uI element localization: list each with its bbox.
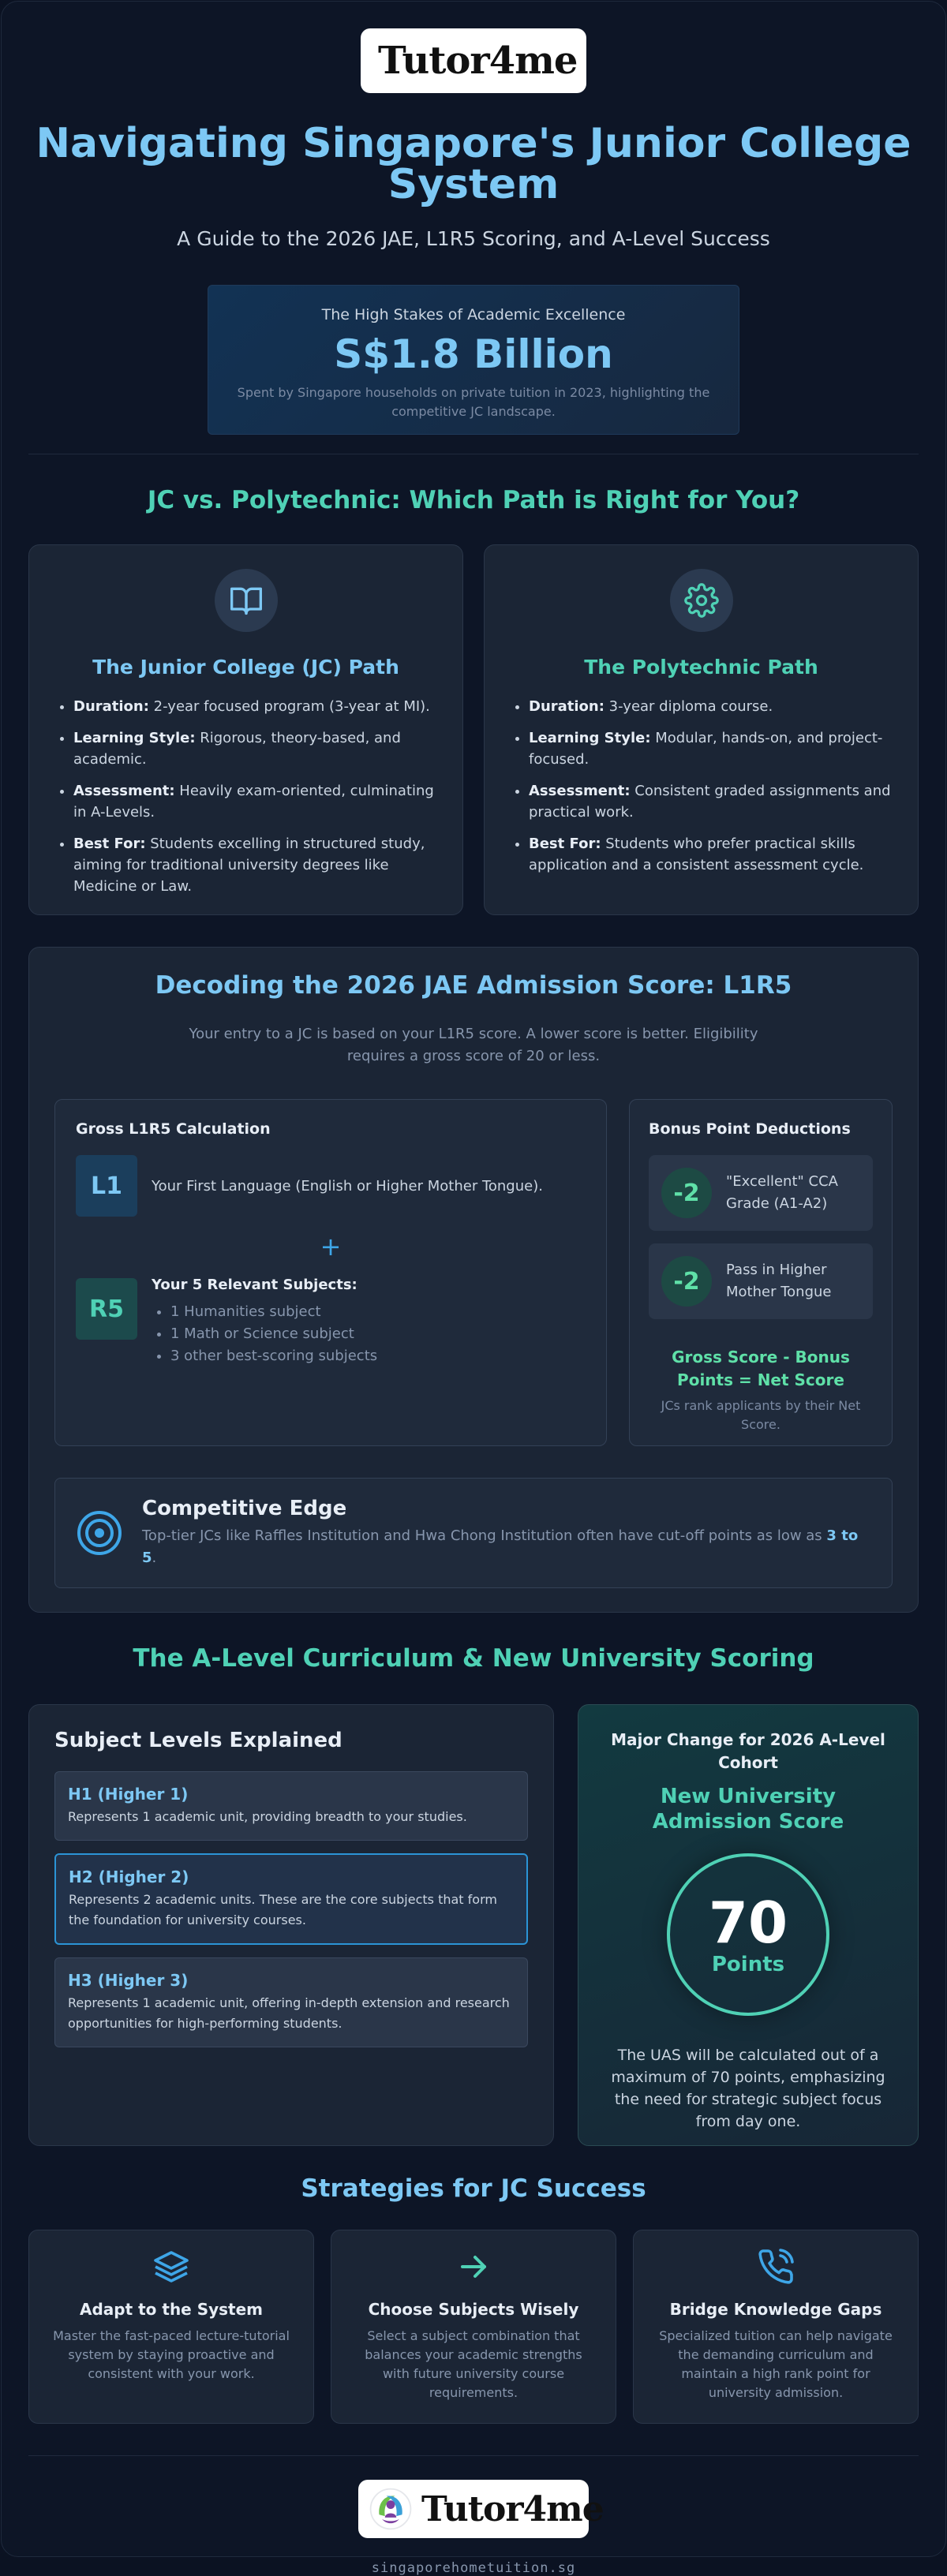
infographic-page	[1, 1, 946, 2576]
strategy-title: Choose Subjects Wisely	[368, 2300, 579, 2319]
gross-heading: Gross L1R5 Calculation	[76, 1120, 271, 1138]
page-title: Navigating Singapore's Junior College System	[36, 120, 911, 208]
r5-details	[152, 1277, 377, 1367]
edge-text: Top-tier JCs like Raffles Institution and Hwa Chong Institution often have cut-off points as low as 3 to 5.	[142, 1527, 859, 1566]
r5-title: Your 5 Relevant Subjects:	[152, 1277, 357, 1293]
r5-badge: R5	[76, 1278, 137, 1340]
level-text: Represents 1 academic unit, providing breadth to your studies.	[68, 1809, 467, 1824]
strategy-text: Select a subject combination that balances your academic strengths with future university course requirements.	[365, 2328, 582, 2400]
page-subtitle: A Guide to the 2026 JAE, L1R5 Scoring, and A-Level Success	[177, 227, 770, 250]
uas-number: 70	[708, 1890, 788, 1956]
list-item: • Duration: 2-year focused program (3-year at MI).	[73, 696, 437, 717]
stat-value: S$1.8 Billion	[334, 331, 613, 377]
list-item: • Learning Style: Rigorous, theory-based, and academic.	[73, 727, 437, 770]
gear-icon	[670, 569, 733, 632]
footer-brand-logo[interactable]	[358, 2480, 604, 2538]
calc-row	[54, 1099, 893, 1446]
gross-calculation-card	[54, 1099, 607, 1446]
strategy-text: Specialized tuition can help navigate the demanding curriculum and maintain a high rank point for university admission.	[659, 2328, 893, 2400]
level-title: H2 (Higher 2)	[69, 1868, 189, 1886]
list-item: • Duration: 3-year diploma course.	[529, 696, 893, 717]
tuition-stat-card	[208, 285, 739, 435]
uas-kicker: Major Change for 2026 A-Level Cohort	[611, 1730, 885, 1772]
competitive-edge-card	[54, 1478, 893, 1588]
deduction-item	[649, 1155, 873, 1231]
stat-note: Spent by Singapore households on private tuition in 2023, highlighting the competitive JC landscape.	[237, 385, 710, 419]
brand-wordmark: Tutor4me	[378, 39, 578, 83]
strategies-row	[28, 2230, 919, 2424]
jae-heading: Decoding the 2026 JAE Admission Score: L1R5	[155, 971, 792, 1000]
edge-title: Competitive Edge	[142, 1497, 347, 1520]
level-text: Represents 2 academic units. These are the core subjects that form the foundation for university courses.	[69, 1892, 497, 1927]
uas-text: The UAS will be calculated out of a maximum of 70 points, emphasizing the need for strategic subject focus from day one.	[611, 2047, 885, 2130]
uas-score-ring	[667, 1853, 829, 2016]
target-icon	[76, 1509, 123, 1557]
paths-row	[28, 544, 919, 915]
uas-unit: Points	[711, 1953, 785, 1976]
level-title: H1 (Higher 1)	[68, 1785, 189, 1804]
brand-wordmark: Tutor4me	[421, 2488, 604, 2529]
list-item: • 1 Math or Science subject	[170, 1323, 377, 1345]
uas-card	[578, 1704, 919, 2146]
jc-path-title: The Junior College (JC) Path	[92, 656, 399, 679]
strategy-title: Bridge Knowledge Gaps	[669, 2300, 882, 2319]
list-item: • Assessment: Consistent graded assignments and practical work.	[529, 780, 893, 823]
divider	[28, 2455, 919, 2456]
list-item: • 1 Humanities subject	[170, 1301, 377, 1323]
l1-badge: L1	[76, 1155, 137, 1217]
r5-row	[76, 1277, 586, 1367]
poly-path-title: The Polytechnic Path	[584, 656, 818, 679]
levels-heading: Subject Levels Explained	[54, 1729, 342, 1752]
deduction-value: -2	[661, 1168, 712, 1218]
deduction-value: -2	[661, 1256, 712, 1307]
strategy-card	[331, 2230, 616, 2424]
strategy-card	[28, 2230, 314, 2424]
alevel-heading: The A-Level Curriculum & New University Scoring	[133, 1644, 814, 1673]
alevel-row	[28, 1704, 919, 2146]
site-url[interactable]: singaporehometuition.sg	[371, 2560, 576, 2576]
level-item-h1	[54, 1771, 528, 1841]
tutor4me-logo-icon	[368, 2486, 414, 2532]
plus-icon: +	[320, 1232, 342, 1262]
stat-kicker: The High Stakes of Academic Excellence	[321, 306, 626, 323]
edge-content	[142, 1497, 871, 1569]
net-score-formula: Gross Score - Bonus Points = Net Score	[672, 1348, 850, 1389]
jae-section	[28, 947, 919, 1613]
deduction-text: Pass in Higher Mother Tongue	[726, 1262, 832, 1300]
r5-list	[152, 1301, 377, 1367]
header-logo-wrap	[28, 28, 919, 93]
list-item: • Assessment: Heavily exam-oriented, culminating in A-Levels.	[73, 780, 437, 823]
l1-row	[76, 1155, 586, 1217]
jae-intro: Your entry to a JC is based on your L1R5 score. A lower score is better. Eligibility requires a gross score of 20 or less.	[189, 1026, 758, 1064]
uas-heading: New University Admission Score	[652, 1785, 844, 1834]
footer-logo-wrap	[28, 2480, 919, 2538]
bonus-deductions-card	[629, 1099, 893, 1446]
level-item-h2	[54, 1853, 528, 1945]
poly-path-list	[510, 696, 893, 876]
list-item: • Learning Style: Modular, hands-on, and project-focused.	[529, 727, 893, 770]
phone-icon	[757, 2248, 795, 2286]
jc-path-list	[54, 696, 437, 897]
poly-path-card	[484, 544, 919, 915]
jc-path-card	[28, 544, 463, 915]
arrow-right-icon	[455, 2248, 492, 2286]
deduction-item	[649, 1243, 873, 1319]
strategies-heading: Strategies for JC Success	[301, 2174, 646, 2203]
open-book-icon	[215, 569, 278, 632]
strategy-title: Adapt to the System	[79, 2300, 264, 2319]
level-item-h3	[54, 1957, 528, 2047]
paths-heading: JC vs. Polytechnic: Which Path is Right for You?	[147, 486, 800, 514]
subject-levels-card	[28, 1704, 554, 2146]
brand-logo[interactable]	[361, 28, 586, 93]
edge-highlight: 3 to 5	[142, 1527, 859, 1566]
strategy-text: Master the fast-paced lecture-tutorial system by staying proactive and consistent with your work.	[53, 2328, 290, 2381]
list-item: • Best For: Students excelling in structured study, aiming for traditional university degrees like Medicine or Law.	[73, 833, 437, 897]
level-title: H3 (Higher 3)	[68, 1971, 189, 1990]
strategy-card	[633, 2230, 919, 2424]
bonus-heading: Bonus Point Deductions	[649, 1120, 851, 1138]
deduction-text: "Excellent" CCA Grade (A1-A2)	[726, 1173, 838, 1212]
layers-icon	[152, 2248, 190, 2286]
l1-text: Your First Language (English or Higher Mother Tongue).	[152, 1177, 543, 1195]
list-item: • Best For: Students who prefer practical skills application and a consistent assessment cycle.	[529, 833, 893, 876]
net-score-note: JCs rank applicants by their Net Score.	[661, 1398, 861, 1432]
level-text: Represents 1 academic unit, offering in-depth extension and research opportunities for high-performing students.	[68, 1995, 510, 2031]
list-item: • 3 other best-scoring subjects	[170, 1345, 377, 1367]
